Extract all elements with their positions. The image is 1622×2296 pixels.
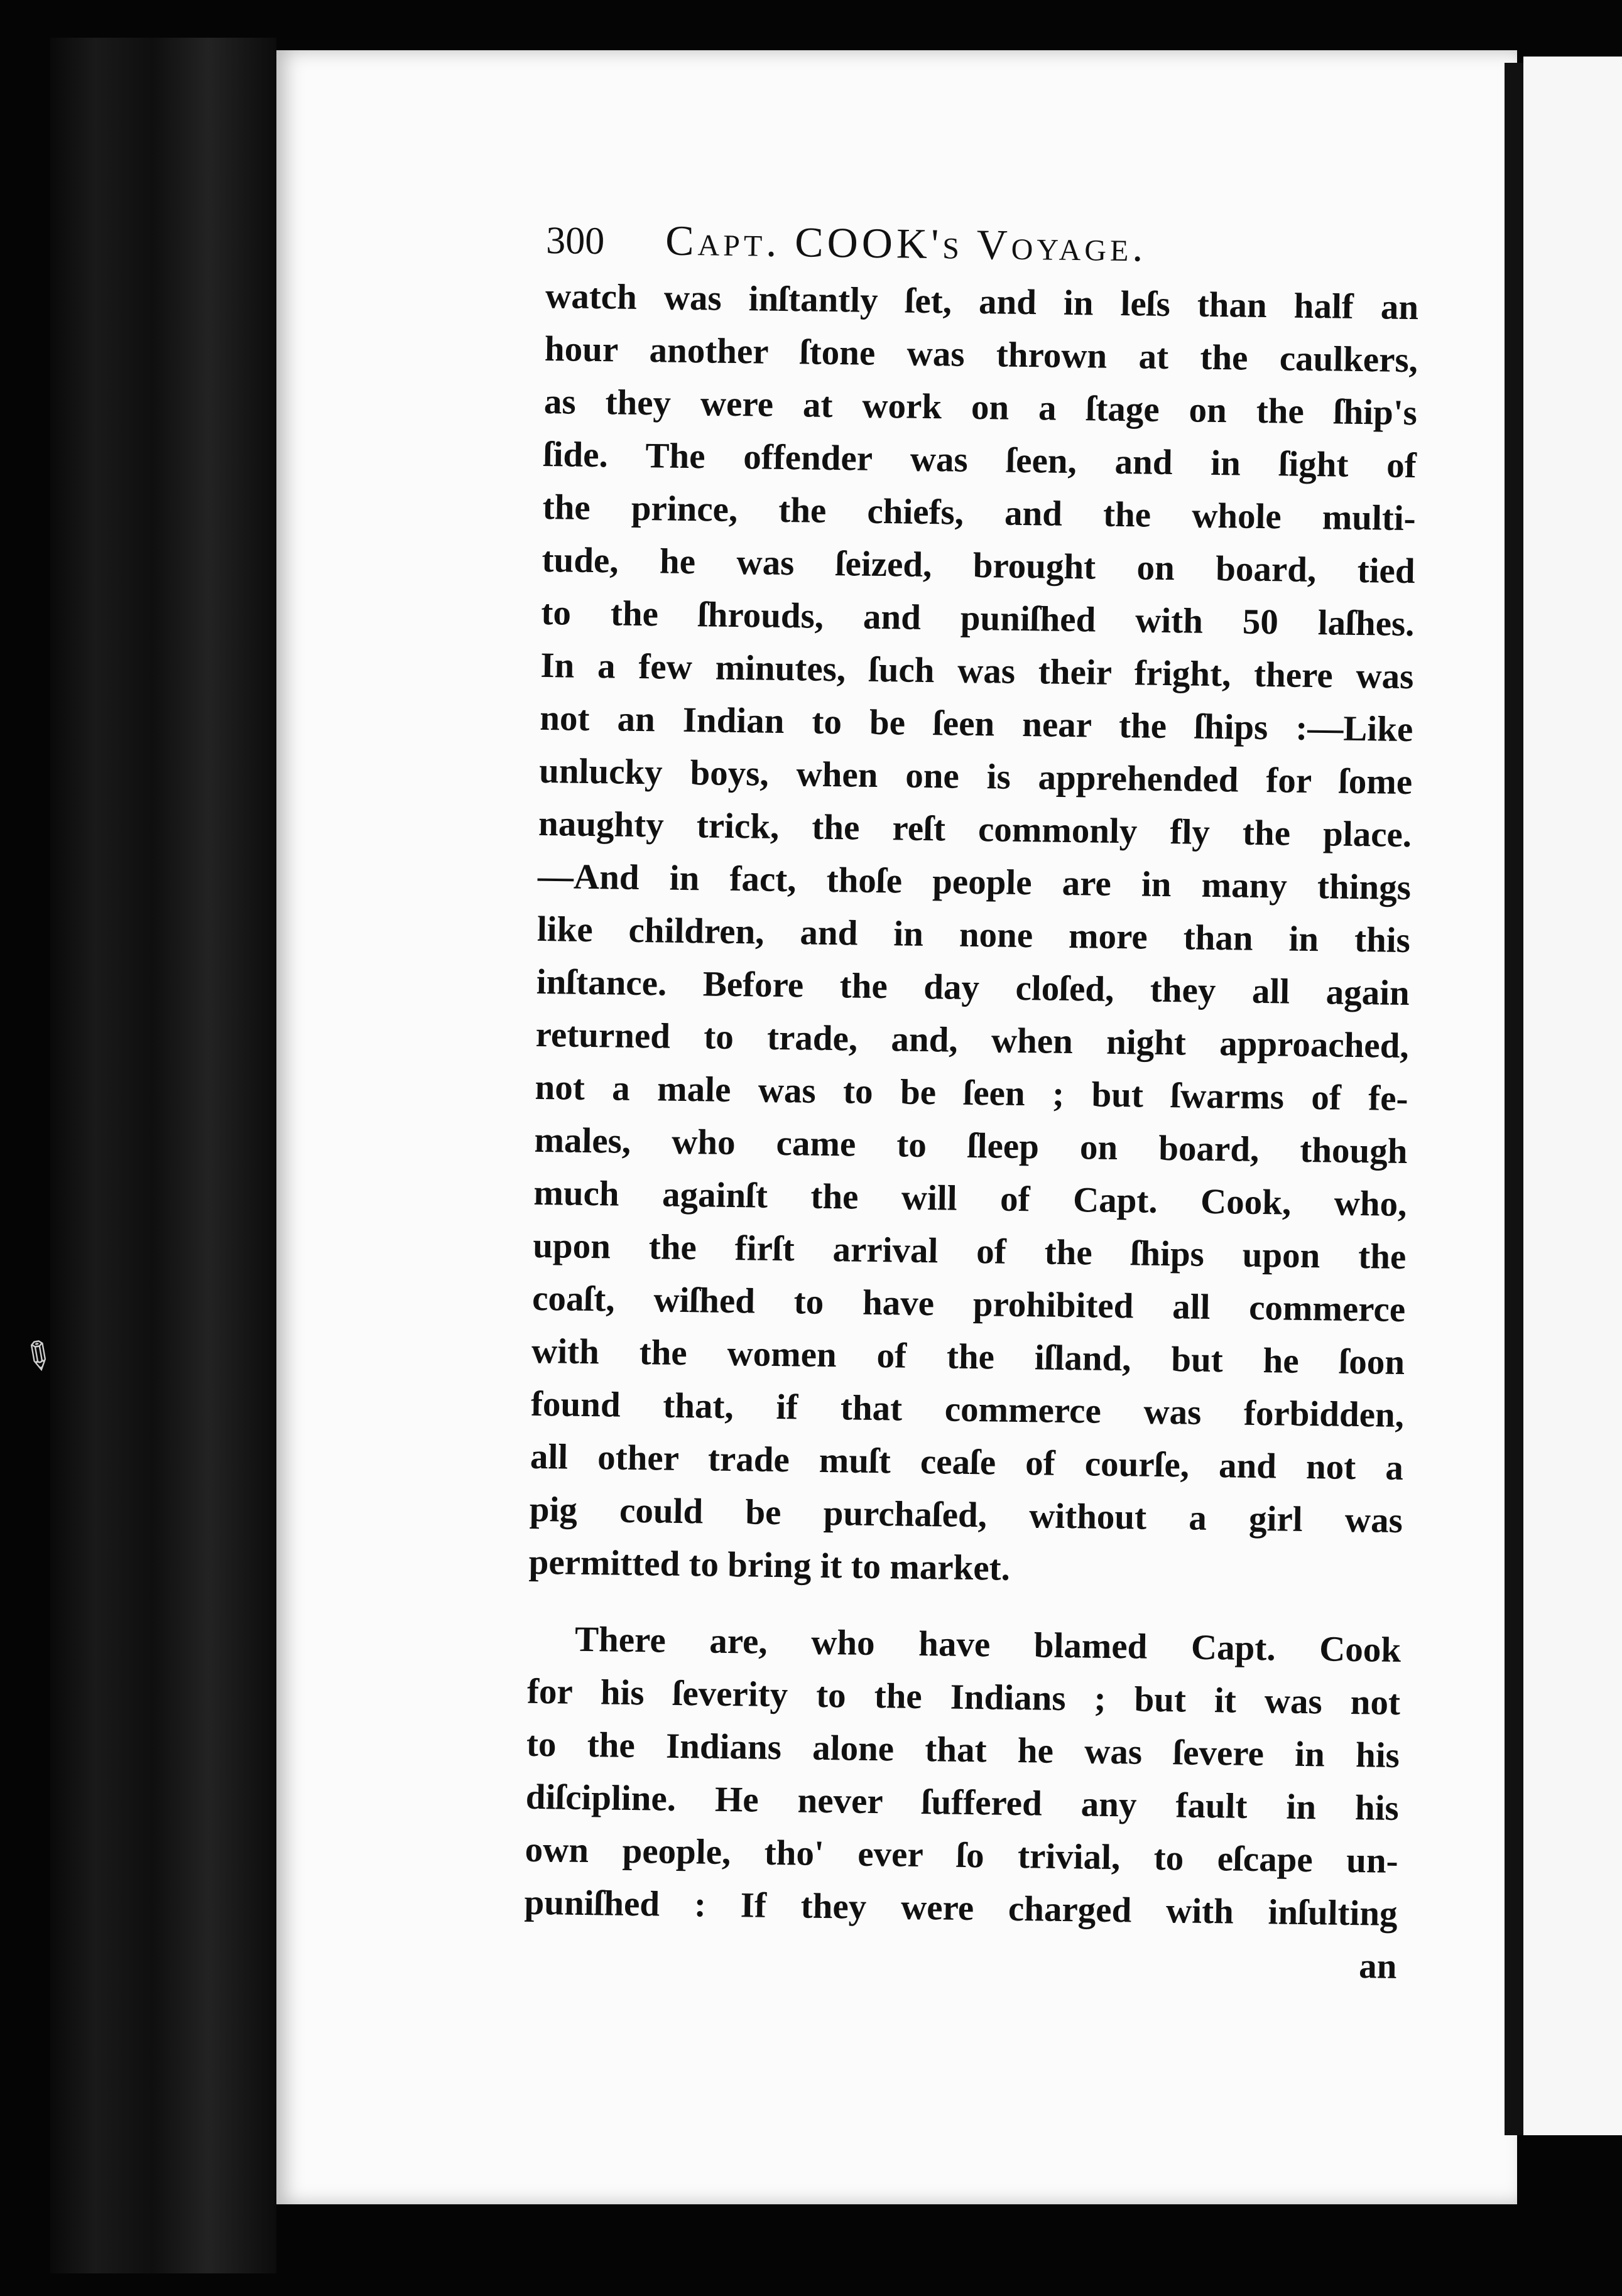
- text-line: found that, if that commerce was forbidden,: [530, 1384, 1405, 1436]
- page-number: 300: [545, 219, 605, 263]
- catchword: an: [1358, 1946, 1397, 1986]
- text-line: unlucky boys, when one is apprehended for ſome: [538, 750, 1413, 803]
- text-line: watch was inſtantly ſet, and in leſs than half an: [545, 276, 1419, 328]
- text-line: permitted to bring it to market.: [528, 1542, 1011, 1588]
- text-line: with the women of the iſland, but he ſoon: [531, 1331, 1405, 1383]
- page-gutter: [1505, 63, 1523, 2135]
- text-line: coaſt, wiſhed to have prohibited all commerce: [531, 1278, 1406, 1330]
- text-line: diſcipline. He never ſuffered any fault in his: [525, 1777, 1400, 1828]
- pencil-mark-icon: ✎: [12, 1329, 63, 1384]
- running-head: [546, 207, 1420, 281]
- text-line: naughty trick, the reſt commonly fly the place.: [538, 803, 1412, 855]
- text-line: not a male was to be ſeen ; but ſwarms of fe-: [535, 1067, 1408, 1119]
- running-title: Capt. COOK's Voyage.: [665, 216, 1147, 271]
- book-spine-shadow: [50, 38, 276, 2273]
- text-line: hour another ſtone was thrown at the caulkers,: [544, 328, 1418, 381]
- right-page-edge: [1523, 57, 1622, 2135]
- text-line: upon the firſt arrival of the ſhips upon the: [532, 1225, 1407, 1277]
- text-line: as they were at work on a ſtage on the ſhip's: [543, 381, 1418, 433]
- text-line: own people, tho' ever ſo trivial, to eſcape un-: [525, 1829, 1399, 1881]
- text-line: not an Indian to be ſeen near the ſhips :—Like: [539, 698, 1413, 750]
- text-line: —And in fact, thoſe people are in many things: [537, 856, 1412, 908]
- text-line: for his ſeverity to the Indians ; but it was not: [526, 1671, 1401, 1723]
- paragraph-2: [524, 1613, 1401, 1941]
- text-line: all other trade muſt ceaſe of courſe, and not a: [530, 1436, 1404, 1488]
- paragraph-1: [528, 270, 1418, 1600]
- text-line: In a few minutes, ſuch was their fright, there was: [540, 645, 1414, 697]
- text-line: like children, and in none more than in this: [536, 909, 1411, 961]
- text-line: ſide. The offender was ſeen, and in ſight of: [543, 434, 1417, 486]
- text-line: pig could be purchaſed, without a girl was: [529, 1489, 1403, 1541]
- text-line: much againſt the will of Capt. Cook, who,: [533, 1172, 1407, 1225]
- text-block: [523, 207, 1420, 1993]
- text-line: to the Indians alone that he was ſevere in his: [526, 1724, 1400, 1775]
- text-line: to the ſhrouds, and puniſhed with 50 laſhes.: [541, 592, 1415, 644]
- text-line: puniſhed : If they were charged with inſulting: [524, 1882, 1398, 1934]
- text-line: males, who came to ſleep on board, though: [534, 1120, 1408, 1172]
- text-line: inſtance. Before the day cloſed, they all again: [536, 961, 1410, 1014]
- text-line: tude, he was ſeized, brought on board, tied: [542, 539, 1415, 592]
- text-line: There are, who have blamed Capt. Cook: [574, 1619, 1402, 1670]
- text-line: returned to trade, and, when night approached,: [535, 1014, 1410, 1066]
- text-line: the prince, the chiefs, and the whole multi-: [542, 487, 1417, 539]
